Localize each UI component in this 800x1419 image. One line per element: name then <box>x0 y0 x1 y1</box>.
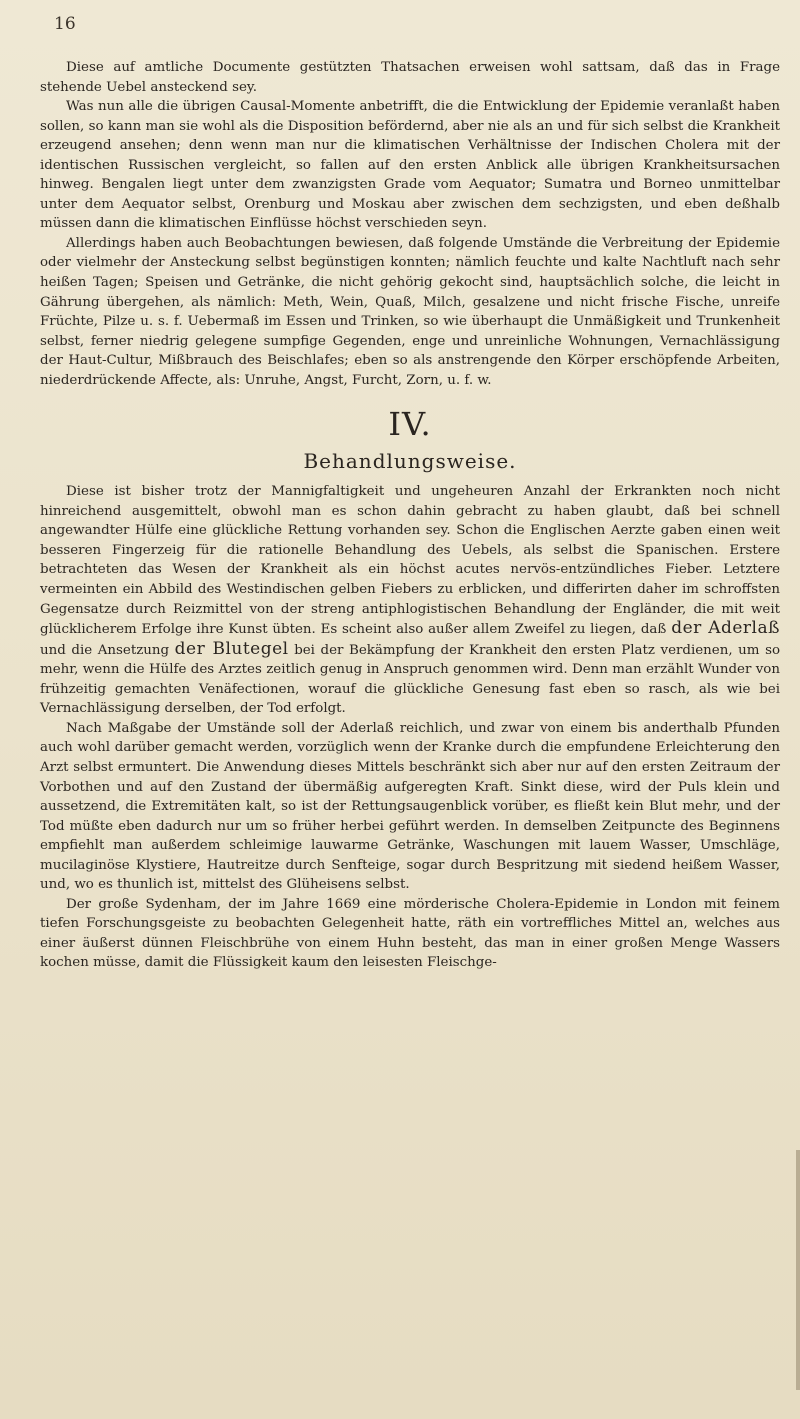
body-text <box>40 58 780 973</box>
paragraph-evidence: Diese auf amtliche Documente gestützten Thatsachen erweisen wohl sattsam, daß das in Frage stehende Uebel ansteckend sey. <box>40 60 780 95</box>
paragraph-bloodletting: Nach Maßgabe der Umstände soll der Aderlaß reichlich, und zwar von einem bis anderthalb Pfunden auch wohl darüber gemacht werden, vorzüglich wenn der Kranke durch die empfundene Erleichterung den Arzt selbst ermuntert. Die Anwendung dieses Mittels beschränkt sich aber nur auf den ersten Zeitraum der Vorbothen und auf den Zustand der übermäßig aufgeregten Kraft. Sinkt diese, wird der Puls klein und aussetzend, die Extremitäten kalt, so ist der Rettungsaugenblick vorüber, es fließt kein Blut mehr, und der Tod müßte eben dadurch nur um so früher herbei geführt werden. In demselben Zeitpuncte des Beginnens empfiehlt man außerdem schleimige lauwarme Getränke, Waschungen mit lauem Wasser, Umschläge, mucilaginöse Klystiere, Hautreitze durch Senfteige, sogar durch Bespritzung mit siedend heißem Wasser, und, wo es thunlich ist, mittelst des Glüheisens selbst. <box>40 720 780 893</box>
paragraph-causes: Was nun alle die übrigen Causal-Momente anbetrifft, die die Entwicklung der Epidemie veranlaßt haben sollen, so kann man sie wohl als die Disposition befördernd, aber nie als an und für sich selbst die Krankheit erzeugend ansehen; denn wenn man nur die klimatischen Verhältnisse der Indischen Cholera mit der identischen Russischen vergleicht, so fallen auf den ersten Anblick alle übrigen Krankheitsursachen hinweg. Bengalen liegt unter dem zwanzigsten Grade vom Aequator; Sumatra und Borneo unmittelbar unter dem Aequator selbst, Orenburg und Moskau aber zwischen dem sechzigsten, und eben deßhalb müssen dann die klimatischen Einflüsse höchst verschieden seyn. <box>40 99 780 232</box>
emphasis-cholera: Cholera <box>496 896 550 912</box>
emphasis-aderlass: der Aderlaß <box>671 618 780 639</box>
page-number: 16 <box>54 14 76 34</box>
sydenham-text-b: -Epidemie in London mit feinem tiefen Forschungsgeiste zu beobachten Gelegenheit hatte, räth ein vortreffliches Mittel an, welches aus einer äußerst dünnen Fleischbrühe von einem Huhn besteht, das man in einer großen Menge Wassers kochen müsse, damit die Flüssigkeit kaum den leisesten Fleischge- <box>40 896 780 971</box>
paragraph-circumstances: Allerdings haben auch Beobachtungen bewiesen, daß folgende Umstände die Verbreitung der Epidemie oder vielmehr der Ansteckung selbst begünstigen konnten; nämlich feuchte und kalte Nachtluft nach sehr heißen Tagen; Speisen und Getränke, die nicht gehörig gekocht sind, hauptsächlich solche, die leicht in Gährung übergehen, als nämlich: Meth, Wein, Quaß, Milch, gesalzene und nicht frische Fische, unreife Früchte, Pilze u. s. f. Uebermaß im Essen und Trinken, so wie überhaupt die Unmäßigkeit und Trunkenheit selbst, ferner niedrig gelegene sumpfige Gegenden, enge und unreinliche Wohnungen, Vernachlässigung der Haut-Cultur, Mißbrauch des Beischlafes; eben so als anstrengende den Körper erschöpfende Arbeiten, niederdrückende Affecte, als: Unruhe, Angst, Furcht, Zorn, u. f. w. <box>40 235 780 388</box>
paragraph-sydenham <box>40 895 780 973</box>
section-heading: Behandlungsweise. <box>303 449 517 474</box>
paragraph-treatment <box>40 482 780 719</box>
treatment-text-b: und die Ansetzung <box>40 642 170 658</box>
emphasis-blutegel: der Blutegel <box>174 638 289 659</box>
treatment-text-c: bei der Bekämpfung der Krankheit den ersten Platz verdienen, um so mehr, wenn die Hülfe des Arztes zeitlich genug in Anspruch genommen wird. Denn man erzählt Wunder von frühzeitig gemachten Venäfectionen, worauf die glückliche Genesung fast eben so rasch, als wie bei Vernachlässigung derselben, der Tod erfolgt. <box>40 642 781 717</box>
treatment-text-a: Diese ist bisher trotz der Mannigfaltigkeit und ungeheuren Anzahl der Erkrankten noch nicht hinreichend ausgemittelt, obwohl man es schon dahin gebracht zu haben glaubt, daß bei schnell angewandter Hülfe eine glückliche Rettung vorhanden sey. Schon die Englischen Aerzte gaben einen weit besseren Fingerzeig für die rationelle Behandlung des Uebels, als selbst die Spanischen. Erstere betrachteten das Wesen der Krankheit als ein höchst acutes nervös-entzündliches Fieber. Letztere vermeinten ein Abbild des Westindischen gelben Fiebers zu erblicken, und differirten daher im schroffsten Gegensatze durch Reizmittel von der streng antiphlogistischen Behandlung der Engländer, die mit weit glücklicherem Erfolge ihre Kunst übten. Es scheint also außer allem Zweifel zu liegen, daß <box>40 484 780 638</box>
page-edge-shadow <box>796 1150 800 1390</box>
section-numeral: IV. <box>388 405 432 444</box>
sydenham-text-a: Der große Sydenham, der im Jahre 1669 eine mörderische <box>66 896 489 912</box>
